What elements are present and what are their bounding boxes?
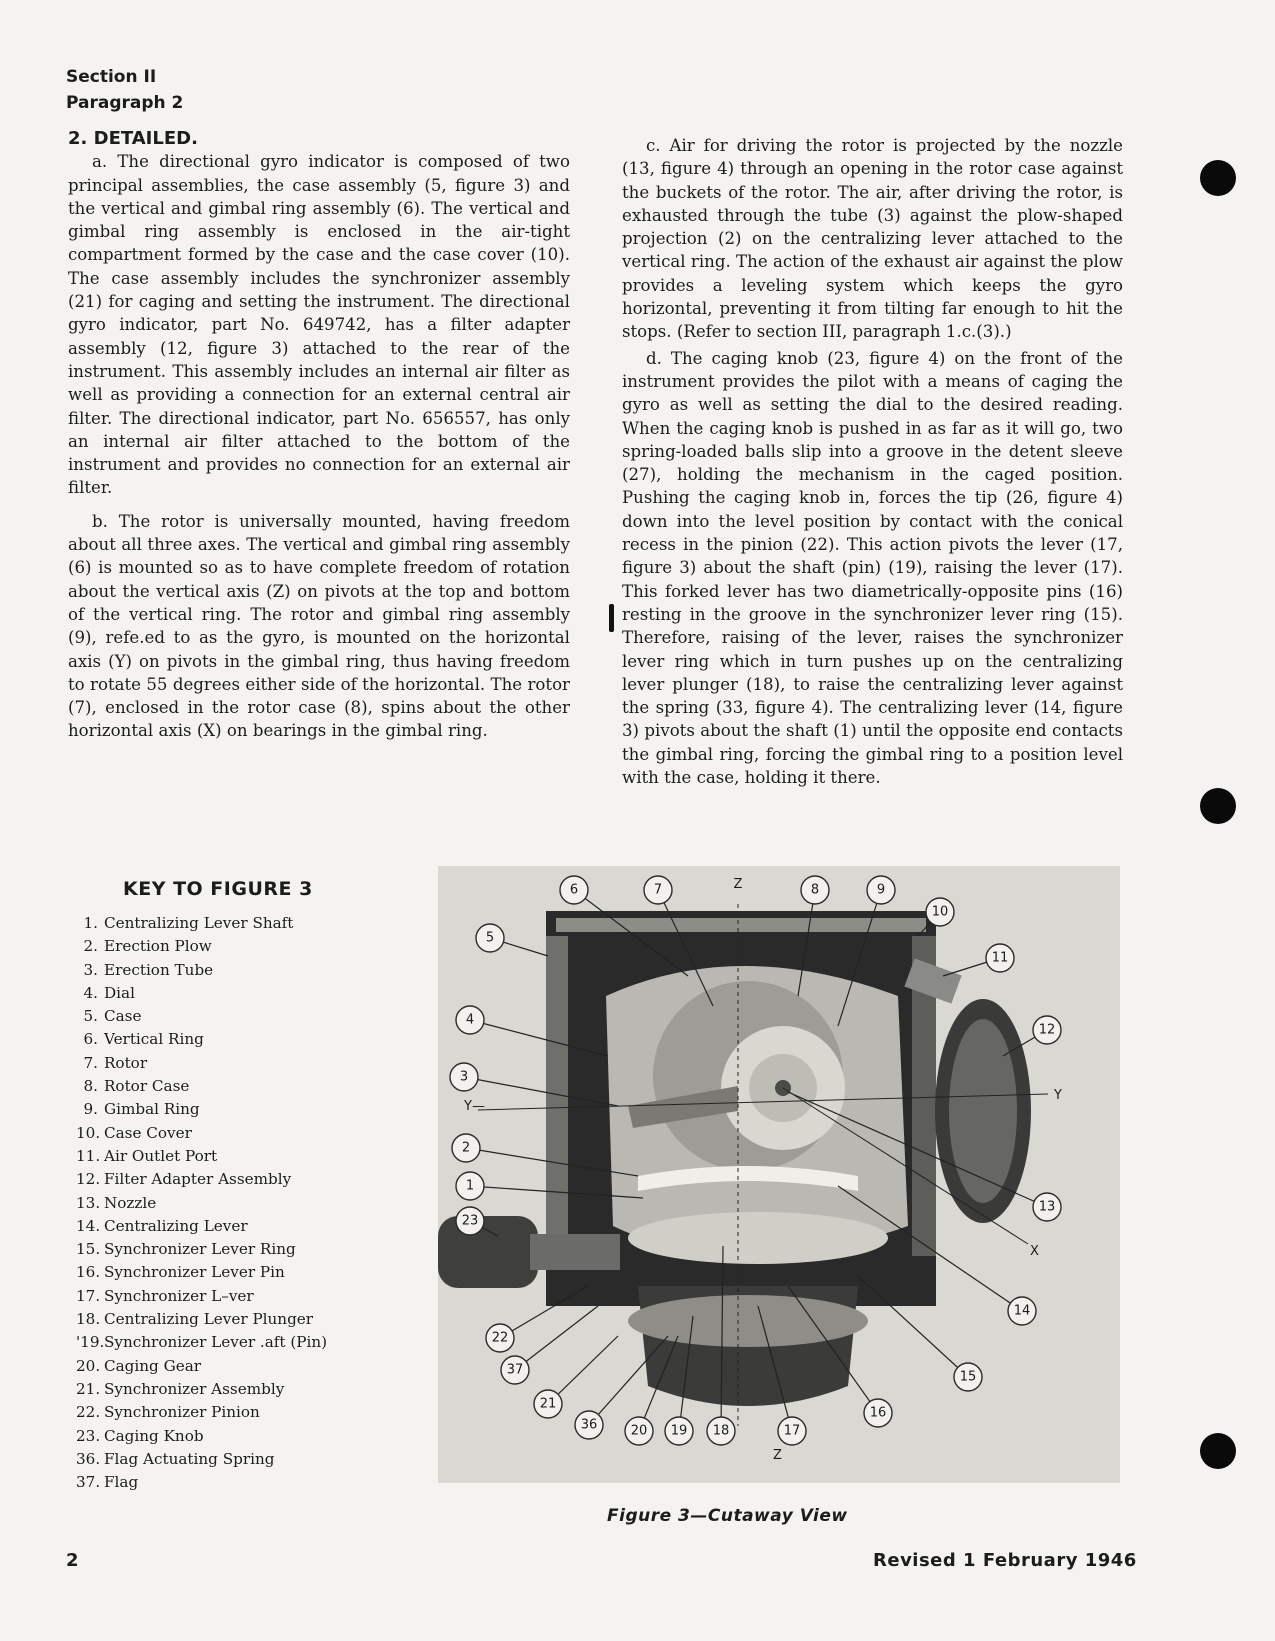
key-item-number: 2. <box>83 937 98 956</box>
callout-6 <box>560 876 588 904</box>
key-item-label: Case <box>104 1007 142 1026</box>
key-item-number: 15. <box>76 1240 101 1259</box>
key-item-label: Caging Gear <box>104 1356 202 1375</box>
callout-number: 15 <box>959 1369 977 1385</box>
key-item-number: 36. <box>76 1449 101 1468</box>
key-item-label: Case Cover <box>104 1123 192 1142</box>
key-item <box>76 1401 406 1424</box>
page-header <box>66 64 183 116</box>
caging-shaft <box>530 1234 620 1270</box>
key-item-number: 4. <box>83 983 98 1002</box>
key-item <box>76 1028 406 1051</box>
callout-36 <box>575 1411 603 1439</box>
key-item <box>76 1308 406 1331</box>
key-item <box>76 1122 406 1145</box>
caging-knob-shape <box>438 1213 538 1288</box>
key-item <box>76 1355 406 1378</box>
key-item-label: Flag Actuating Spring <box>104 1449 275 1468</box>
key-item <box>76 1075 406 1098</box>
key-item-number: 12. <box>76 1170 101 1189</box>
key-item-number: 21. <box>76 1379 101 1398</box>
key-item <box>76 982 406 1005</box>
callout-number: 18 <box>712 1423 730 1439</box>
paragraph-label: Paragraph 2 <box>66 93 184 113</box>
key-item-label: Synchronizer Pinion <box>104 1403 260 1422</box>
paragraph-d: d. The caging knob (23, figure 4) on the front of the instrument provides the pilot with a means of caging the gyro as well as setting the dial to the desired reading. When the caging knob is pushed in as far as it will go, two spring-loaded balls slip into a groove in the detent sleeve (27), holding the mechanism in the caged position. Pushing the caging knob in, forces the tip (26, figure 4) down into the level position by contact with the conical recess in the pinion (22). This action pivots the lever (17, figure 3) about the shaft (pin) (19), raising the lever (17). This forked lever has two diametrically-opposite pins (16) resting in the groove in the synchronizer lever ring (15). Therefore, raising of the lever, raises the synchronizer lever ring which in turn pushes up on the centralizing lever plunger (18), to raise the centralizing lever against the spring (33, figure 4). The centralizing lever (14, figure 3) pivots about the shaft (1) until the opposite end contacts the gimbal ring, forcing the gimbal ring to a position level with the case, holding it there. <box>622 348 1123 788</box>
callout-21 <box>534 1390 562 1418</box>
callout-number: 19 <box>670 1423 688 1439</box>
key-item-label: Synchronizer Lever .aft (Pin) <box>104 1333 328 1352</box>
key-item-label: Flag <box>104 1473 139 1492</box>
key-item-label: Synchronizer L–ver <box>104 1286 254 1305</box>
synchronizer-lever-ring <box>628 1212 888 1264</box>
key-item-number: 3. <box>83 960 98 979</box>
key-item-label: Gimbal Ring <box>104 1100 200 1119</box>
key-item-label: Dial <box>104 983 135 1002</box>
key-item <box>76 1471 406 1494</box>
z-axis-label-top: Z <box>733 877 743 892</box>
callout-11 <box>986 944 1014 972</box>
key-item-label: Erection Plow <box>104 937 212 956</box>
callout-number: 4 <box>465 1012 475 1028</box>
case-wall-left <box>546 936 568 1246</box>
callout-number: 13 <box>1038 1199 1056 1215</box>
paragraph-b: b. The rotor is universally mounted, having freedom about all three axes. The vertical and gimbal ring assembly (6) is mounted so as to have complete freedom of rotation about the vertical axis (Z) on pivots at the top and bottom of the vertical ring. The rotor and gimbal ring assembly (9), refe.ed to as the gyro, is mounted on the horizontal axis (Y) on pivots in the gimbal ring, thus having freedom to rotate 55 degrees either side of the horizontal. The rotor (7), enclosed in the rotor case (8), spins about the other horizontal axis (X) on bearings in the gimbal ring. <box>68 511 570 741</box>
binder-hole <box>1200 788 1236 824</box>
callout-number: 17 <box>783 1423 801 1439</box>
figure-caption: Figure 3—Cutaway View <box>607 1506 848 1526</box>
key-item-label: Synchronizer Lever Pin <box>104 1263 285 1282</box>
revision-bar <box>609 604 614 632</box>
key-item-label: Rotor Case <box>104 1077 190 1096</box>
callout-1 <box>456 1172 484 1200</box>
callout-number: 3 <box>459 1069 469 1085</box>
key-item <box>76 1331 406 1354</box>
callout-15 <box>954 1363 982 1391</box>
callout-14 <box>1008 1297 1036 1325</box>
key-item <box>76 1215 406 1238</box>
key-list <box>76 912 406 1494</box>
cutaway-figure <box>438 866 1120 1483</box>
paragraph-c: c. Air for driving the rotor is projected by the nozzle (13, figure 4) through an opening in the rotor case against the buckets of the rotor. The air, after driving the rotor, is exhausted through the tube (3) against the plow-shaped projection (2) on the centralizing lever attached to the vertical ring. The action of the exhaust air against the plow provides a leveling system which keeps the gyro horizontal, preventing it from tilting far enough to hit the stops. (Refer to section III, paragraph 1.c.(3).) <box>622 136 1123 342</box>
key-item-label: Rotor <box>104 1053 148 1072</box>
callout-4 <box>456 1006 484 1034</box>
callout-3 <box>450 1063 478 1091</box>
callout-leader <box>500 1286 588 1338</box>
key-item-number: 18. <box>76 1310 101 1329</box>
key-item-number: 6. <box>83 1030 98 1049</box>
callout-number: 14 <box>1013 1303 1031 1319</box>
key-item <box>76 1005 406 1028</box>
left-column <box>68 127 570 743</box>
callout-number: 6 <box>569 882 579 898</box>
key-title: KEY TO FIGURE 3 <box>123 878 313 900</box>
key-item-label: Caging Knob <box>104 1426 204 1445</box>
key-item-number: 11. <box>76 1146 101 1165</box>
callout-37 <box>501 1356 529 1384</box>
section-heading: 2. DETAILED. <box>68 128 198 149</box>
key-item-number: 17. <box>76 1286 101 1305</box>
key-item-label: Centralizing Lever <box>104 1216 248 1235</box>
callout-number: 16 <box>869 1405 887 1421</box>
key-item-number: 13. <box>76 1193 101 1212</box>
right-column <box>622 134 1123 789</box>
callout-20 <box>625 1417 653 1445</box>
key-item-label: Nozzle <box>104 1193 157 1212</box>
key-item-number: 16. <box>76 1263 101 1282</box>
callout-22 <box>486 1324 514 1352</box>
callout-number: 9 <box>876 882 886 898</box>
callout-number: 36 <box>580 1417 598 1433</box>
callout-16 <box>864 1399 892 1427</box>
key-item <box>76 1238 406 1261</box>
callout-5 <box>476 924 504 952</box>
key-item <box>76 1192 406 1215</box>
key-item <box>76 1145 406 1168</box>
callout-17 <box>778 1417 806 1445</box>
figure-key <box>76 878 406 1494</box>
key-item <box>76 1168 406 1191</box>
y-axis-label-right: Y <box>1054 1088 1062 1103</box>
key-item-label: Centralizing Lever Plunger <box>104 1310 314 1329</box>
key-item <box>76 935 406 958</box>
key-item-number: 7. <box>83 1053 98 1072</box>
y-axis-label-left: Y— <box>464 1099 485 1114</box>
key-item-label: Air Outlet Port <box>104 1146 218 1165</box>
x-axis-label: X <box>1030 1244 1039 1259</box>
callout-number: 2 <box>461 1140 471 1156</box>
key-item-number: 8. <box>83 1077 98 1096</box>
key-item-label: Centralizing Lever Shaft <box>104 914 294 932</box>
callout-19 <box>665 1417 693 1445</box>
callout-number: 21 <box>539 1396 557 1412</box>
cutaway-illustration <box>438 866 1120 1483</box>
key-item-number: 22. <box>76 1403 101 1422</box>
page-number: 2 <box>66 1550 79 1571</box>
key-item <box>76 1261 406 1284</box>
key-item-number: 14. <box>76 1216 101 1235</box>
key-item-number: 9. <box>83 1100 98 1119</box>
key-item-number: 10. <box>76 1123 101 1142</box>
callout-8 <box>801 876 829 904</box>
key-item-label: Synchronizer Assembly <box>104 1379 285 1398</box>
key-item-label: Erection Tube <box>104 960 214 979</box>
callout-leader <box>515 1306 598 1370</box>
callout-number: 20 <box>630 1423 648 1439</box>
callout-9 <box>867 876 895 904</box>
binder-hole <box>1200 160 1236 196</box>
callout-12 <box>1033 1016 1061 1044</box>
key-item-number: 37. <box>76 1473 101 1492</box>
callout-10 <box>926 898 954 926</box>
callout-number: 7 <box>653 882 663 898</box>
key-item-number: 5. <box>83 1007 98 1026</box>
key-item <box>76 1425 406 1448</box>
callout-number: 11 <box>991 950 1009 966</box>
callout-number: 1 <box>465 1178 475 1194</box>
revision-date: Revised 1 February 1946 <box>873 1550 1137 1571</box>
callout-number: 23 <box>461 1213 479 1229</box>
paragraph-a: a. The directional gyro indicator is composed of two principal assemblies, the case assembly (5, figure 3) and the vertical and gimbal ring assembly (6). The vertical and gimbal ring assembly is enclosed in the air-tight compartment formed by the case and the case cover (10). The case assembly includes the synchronizer assembly (21) for caging and setting the instrument. The directional gyro indicator, part No. 649742, has a filter adapter assembly (12, figure 3) attached to the rear of the instrument. This assembly includes an internal air filter as well as providing a connection for an external central air filter. The directional indicator, part No. 656557, has only an internal air filter attached to the bottom of the instrument and provides no connection for an external air filter. <box>68 152 570 498</box>
callout-2 <box>452 1134 480 1162</box>
callout-number: 8 <box>810 882 820 898</box>
callout-23 <box>456 1207 484 1235</box>
callout-number: 5 <box>485 930 495 946</box>
callout-number: 12 <box>1038 1022 1056 1038</box>
key-item-label: Vertical Ring <box>104 1030 204 1049</box>
callout-13 <box>1033 1193 1061 1221</box>
callout-18 <box>707 1417 735 1445</box>
callout-7 <box>644 876 672 904</box>
key-item-number: 20. <box>76 1356 101 1375</box>
key-item <box>76 1448 406 1471</box>
key-item <box>76 959 406 982</box>
key-item <box>76 1378 406 1401</box>
key-item <box>76 912 406 935</box>
key-item-number: 23. <box>76 1426 101 1445</box>
key-item <box>76 1052 406 1075</box>
key-item-label: Filter Adapter Assembly <box>104 1170 292 1189</box>
callout-number: 37 <box>506 1362 524 1378</box>
callout-number: 10 <box>931 904 949 920</box>
callout-number: 22 <box>491 1330 509 1346</box>
key-item-number: 1. <box>83 914 98 932</box>
key-item <box>76 1098 406 1121</box>
z-axis-label-bottom: Z <box>773 1448 782 1463</box>
key-item-label: Synchronizer Lever Ring <box>104 1240 296 1259</box>
key-item-number: '19. <box>76 1333 105 1352</box>
section-label: Section II <box>66 67 157 87</box>
binder-hole <box>1200 1433 1236 1469</box>
key-item <box>76 1285 406 1308</box>
